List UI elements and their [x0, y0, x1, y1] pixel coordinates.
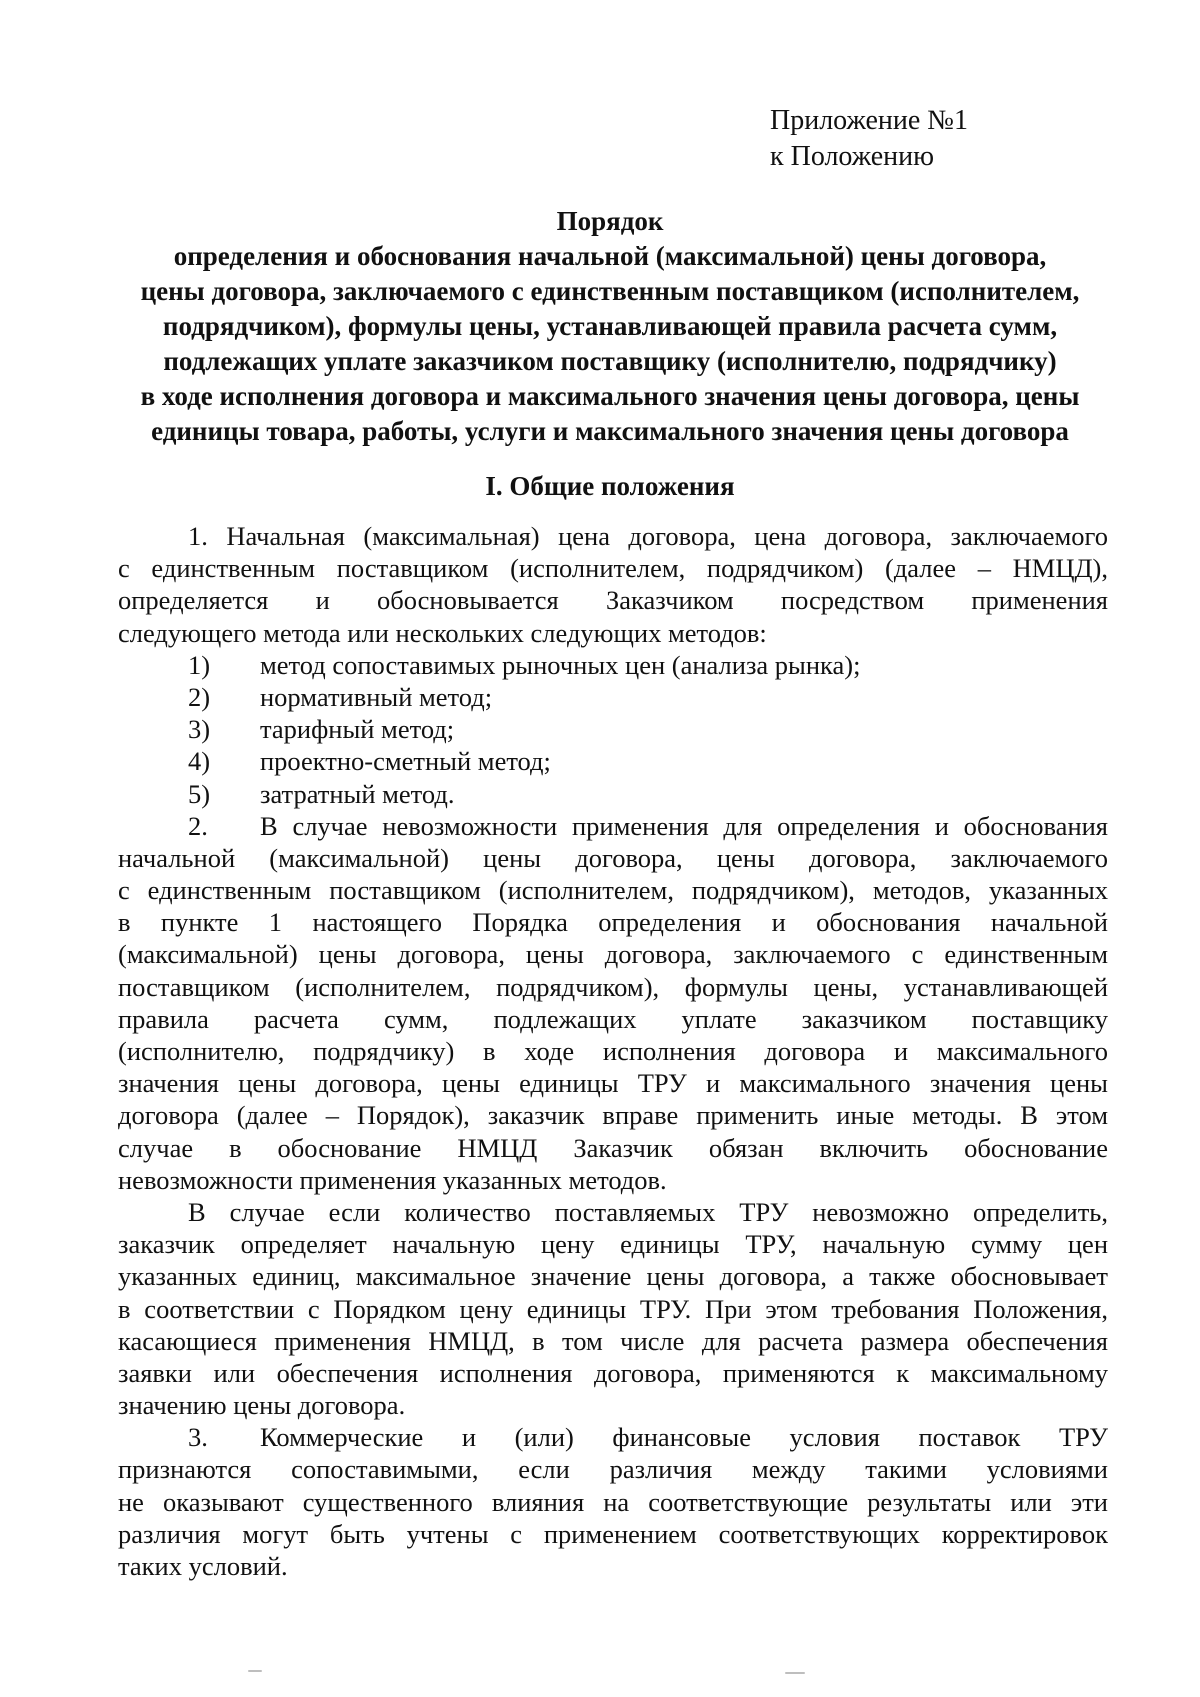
method-number: 1) — [188, 649, 211, 680]
paragraph-2b-line: В случае если количество поставляемых ТРУ невозможно определить, — [188, 1196, 1108, 1227]
method-list-item — [118, 681, 1108, 713]
paragraph-2b-line: значению цены договора. — [118, 1390, 406, 1421]
paragraph-3-line: признаются сопоставимыми, если различия между такими условиями — [118, 1454, 1108, 1485]
paragraph-2-line: случае в обоснование НМЦД Заказчик обязан включить обоснование — [118, 1132, 1108, 1163]
paragraph-1-line: определяется и обосновывается Заказчиком посредством применения — [118, 585, 1108, 616]
paragraph-2b-line: указанных единиц, максимальное значение цены договора, а также обосновывает — [118, 1261, 1108, 1292]
paragraph-2-line: (исполнителю, подрядчику) в ходе исполнения договора и максимального — [118, 1036, 1108, 1066]
paragraph-2-line: с единственным поставщиком (исполнителем, подрядчиком), методов, указанных — [118, 875, 1108, 906]
method-list-item — [118, 778, 1108, 810]
paragraph-3-line: различия могут быть учтены с применением соответствующих корректировок — [118, 1518, 1108, 1549]
title-line-1: Порядок — [556, 206, 664, 236]
paragraph-1-line: следующего метода или нескольких следующих методов: — [118, 617, 767, 648]
paragraph-2b-line: заказчик определяет начальную цену единицы ТРУ, начальную сумму цен — [118, 1229, 1108, 1260]
method-number: 3) — [188, 714, 211, 745]
title-line-3: цены договора, заключаемого с единственным поставщиком (исполнителем, — [140, 276, 1080, 306]
paragraph-3-line: не оказывают существенного влияния на соответствующие результаты или эти — [118, 1486, 1108, 1517]
scan-mark — [248, 1670, 262, 1672]
method-text: метод сопоставимых рыночных цен (анализа рынка); — [260, 649, 861, 680]
paragraph-2b-line: касающиеся применения НМЦД, в том числе для расчета размера обеспечения — [118, 1325, 1108, 1356]
paragraph-2-line: В случае невозможности применения для определения и обоснования — [260, 810, 1108, 841]
method-list-item — [118, 713, 1108, 745]
method-number: 4) — [188, 746, 211, 777]
scan-mark — [785, 1672, 805, 1674]
paragraph-2-line: значения цены договора, цены единицы ТРУ и максимального значения цены — [118, 1068, 1108, 1099]
title-line-2: определения и обоснования начальной (максимальной) цены договора, — [173, 241, 1047, 271]
document-title — [110, 204, 1110, 449]
appendix-reference — [770, 103, 968, 175]
method-number: 5) — [188, 778, 211, 809]
paragraph-2-line: договора (далее – Порядок), заказчик вправе применить иные методы. В этом — [118, 1100, 1108, 1131]
method-number: 2) — [188, 681, 211, 712]
paragraph-2b-line: в соответствии с Порядком цену единицы ТРУ. При этом требования Положения, — [118, 1293, 1108, 1324]
paragraph-1-line: 1. Начальная (максимальная) цена договора, цена договора, заключаемого — [188, 521, 1108, 551]
title-line-6: в ходе исполнения договора и максимального значения цены договора, цены — [140, 381, 1080, 411]
title-line-7: единицы товара, работы, услуги и максимального значения цены договора — [151, 416, 1069, 446]
paragraph-2b-line: заявки или обеспечения исполнения договора, применяются к максимальному — [118, 1357, 1108, 1388]
title-line-4: подрядчиком), формулы цены, устанавливающей правила расчета сумм, — [162, 311, 1058, 341]
paragraph-2-number: 2. — [188, 810, 208, 841]
method-text: нормативный метод; — [260, 681, 493, 712]
appendix-line-2: к Положению — [770, 141, 935, 172]
method-list-item — [118, 745, 1108, 777]
paragraph-2-line: начальной (максимальной) цены договора, цены договора, заключаемого — [118, 842, 1108, 873]
method-text: проектно-сметный метод; — [260, 746, 551, 777]
method-text: тарифный метод; — [260, 714, 455, 745]
paragraph-2-first-line — [118, 810, 1108, 842]
paragraph-3-line: таких условий. — [118, 1551, 288, 1581]
method-list-item — [118, 649, 1108, 681]
paragraph-2-line: (максимальной) цены договора, цены договора, заключаемого с единственным — [118, 939, 1108, 970]
paragraph-2-line: в пункте 1 настоящего Порядка определения и обоснования начальной — [118, 907, 1108, 938]
paragraph-3-first-line — [118, 1421, 1108, 1453]
paragraph-2-line: правила расчета сумм, подлежащих уплате заказчиком поставщику — [118, 1003, 1108, 1034]
appendix-line-1: Приложение №1 — [770, 105, 968, 136]
paragraph-2-line: невозможности применения указанных методов. — [118, 1164, 667, 1195]
paragraph-2-line: поставщиком (исполнителем, подрядчиком), формулы цены, устанавливающей — [118, 971, 1108, 1002]
paragraph-1-line: с единственным поставщиком (исполнителем, подрядчиком) (далее – НМЦД), — [118, 553, 1108, 584]
paragraph-3-line: Коммерческие и (или) финансовые условия поставок ТРУ — [260, 1422, 1108, 1453]
title-line-5: подлежащих уплате заказчиком поставщику (исполнителю, подрядчику) — [163, 346, 1057, 376]
document-body — [118, 520, 1108, 1582]
section-heading: I. Общие положения — [485, 471, 735, 501]
method-text: затратный метод. — [260, 778, 455, 809]
paragraph-3-number: 3. — [188, 1422, 208, 1453]
